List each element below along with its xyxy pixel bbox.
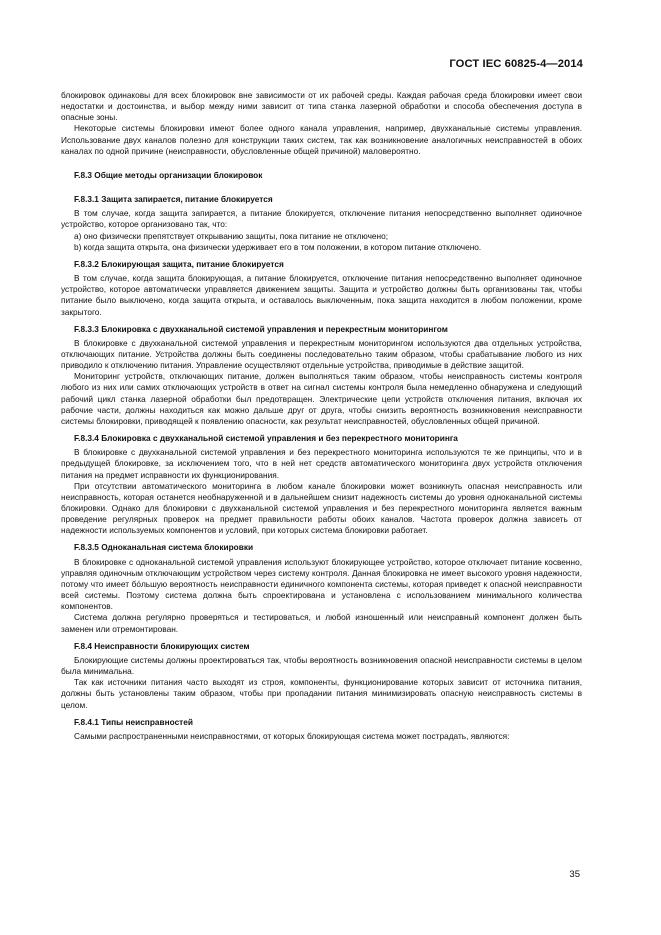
list-item: b) когда защита открыта, она физически удерживает его в том положении, в котором питание отключено. [74,241,482,252]
paragraph: Так как источники питания часто выходят из строя, компоненты, функционирование которых зависит от источника питания, должны быть установлены таким образом, чтобы при пропадании питания минимизировать опасную неисправность системы в целом. [61,677,582,710]
paragraph: Мониторинг устройств, отключающих питание, должен выполняться таким образом, чтобы неисправность системы контроля любого из них или самих отключающих устройств в ответ на сигнал системы контроля была немедленно обнаружена и следующий рабочий цикл станка лазерной обработки был предотвращен. Электрические цепи устройств отключения питания, включая их рабочие части, должны находиться как можно дальше друг от друга, чтобы снизить вероятность возникновения неисправности системы блокировки, приводящей к появлению опасности, как результат неисправностей, обусловленных общей причиной. [61,371,582,426]
page-number: 35 [569,869,580,880]
section-heading-f834: F.8.3.4 Блокировка с двухканальной системой управления и без перекрестного мониторинга [74,433,458,444]
section-heading-f841: F.8.4.1 Типы неисправностей [74,716,193,727]
section-heading-f83: F.8.3 Общие методы организации блокировок [74,169,263,180]
paragraph: В блокировке с двухканальной системой управления и без перекрестного мониторинга используются те же принципы, что и в предыдущей блокировке, за исключением того, что в ней нет средств автоматического мониторинга двух устройств отключения питания на предмет исправности их функционирования. [61,447,582,480]
document-code-header: ГОСТ IEC 60825-4—2014 [449,58,583,70]
paragraph: В том случае, когда защита запирается, а питание блокируется, отключение питания непосредственно выполняет одиночное устройство, которое организовано так, что: [61,208,582,230]
section-heading-f833: F.8.3.3 Блокировка с двухканальной системой управления и перекрестным мониторингом [74,323,448,334]
paragraph: В том случае, когда защита блокирующая, а питание блокируется, отключение питания непосредственно выполняет одиночное устройство, которое автоматически управляется движением защиты. Защита и устройство должны быть организованы так, чтобы питание было выключено, когда защита открыта, и оставалось выключенным, пока защита находится в любом положении, кроме закрытого. [61,273,582,317]
document-body [61,90,582,742]
paragraph: блокировок одинаковы для всех блокировок вне зависимости от их рабочей среды. Каждая рабочая среда блокировки имеет свои недостатки и достоинства, и выбор между ними зависит от типа станка лазерной обработки и способа обеспечения доступа в опасные зоны. [61,90,582,123]
list-item: a) оно физически препятствует открыванию защиты, пока питание не отключено; [74,230,389,241]
paragraph: В блокировке с одноканальной системой управления используют блокирующее устройство, которое отключает питание косвенно, управляя одиночным отключающим устройством через систему контроля. Данная блокировка не имеет высокого уровня надежности, потому что имеет бо́льшую вероятность неисправности единичного компонента системы, которая приведет к опасной неисправности всей системы. Поэтому система должна быть спроектирована и установлена с использованием минимального количества компонентов. [61,556,582,612]
section-heading-f832: F.8.3.2 Блокирующая защита, питание блокируется [74,258,284,269]
section-heading-f835: F.8.3.5 Одноканальная система блокировки [74,542,254,553]
paragraph: В блокировке с двухканальной системой управления и перекрестным мониторингом используются два отдельных устройства, отключающих питание. Устройства должны быть соединены последовательно таким образом, чтобы срабатывание любого из них приводило к отключению питания. Управление осуществляют отдельные устройства, приводимые в действие защитой. [61,337,582,371]
section-heading-f84: F.8.4 Неисправности блокирующих систем [74,640,250,651]
paragraph: Блокирующие системы должны проектироваться так, чтобы вероятность возникновения опасной неисправности системы в целом была минимальна. [61,654,582,677]
paragraph: Самыми распространенными неисправностями, от которых блокирующая система может пострадать, являются: [74,730,510,741]
paragraph: Система должна регулярно проверяться и тестироваться, и любой изношенный или неисправный компонент должен быть заменен или отремонтирован. [61,612,582,634]
section-heading-f831: F.8.3.1 Защита запирается, питание блокируется [74,194,273,205]
paragraph: Некоторые системы блокировки имеют более одного канала управления, например, двухканальные системы управления. Использование двух каналов полезно для конструкции таких систем, так как возникновение аналогичных неисправностей в обоих каналах по одной причине (неисправности, обусловленные общей причиной) маловероятно. [61,123,582,156]
paragraph: При отсутствии автоматического мониторинга в любом канале блокировки может возникнуть опасная неисправность или неисправность, которая останется необнаруженной и в дальнейшем снизит надежность системы до уровня одноканальной системы блокировки. Однако для блокировки с двухканальной системой управления и без перекрестного мониторинга является важным проведение регулярных проверок на предмет правильности работы обоих каналов. Частота проверок должна зависеть от надежности используемых компонентов и условий, при которых система блокировки работает. [61,480,582,536]
